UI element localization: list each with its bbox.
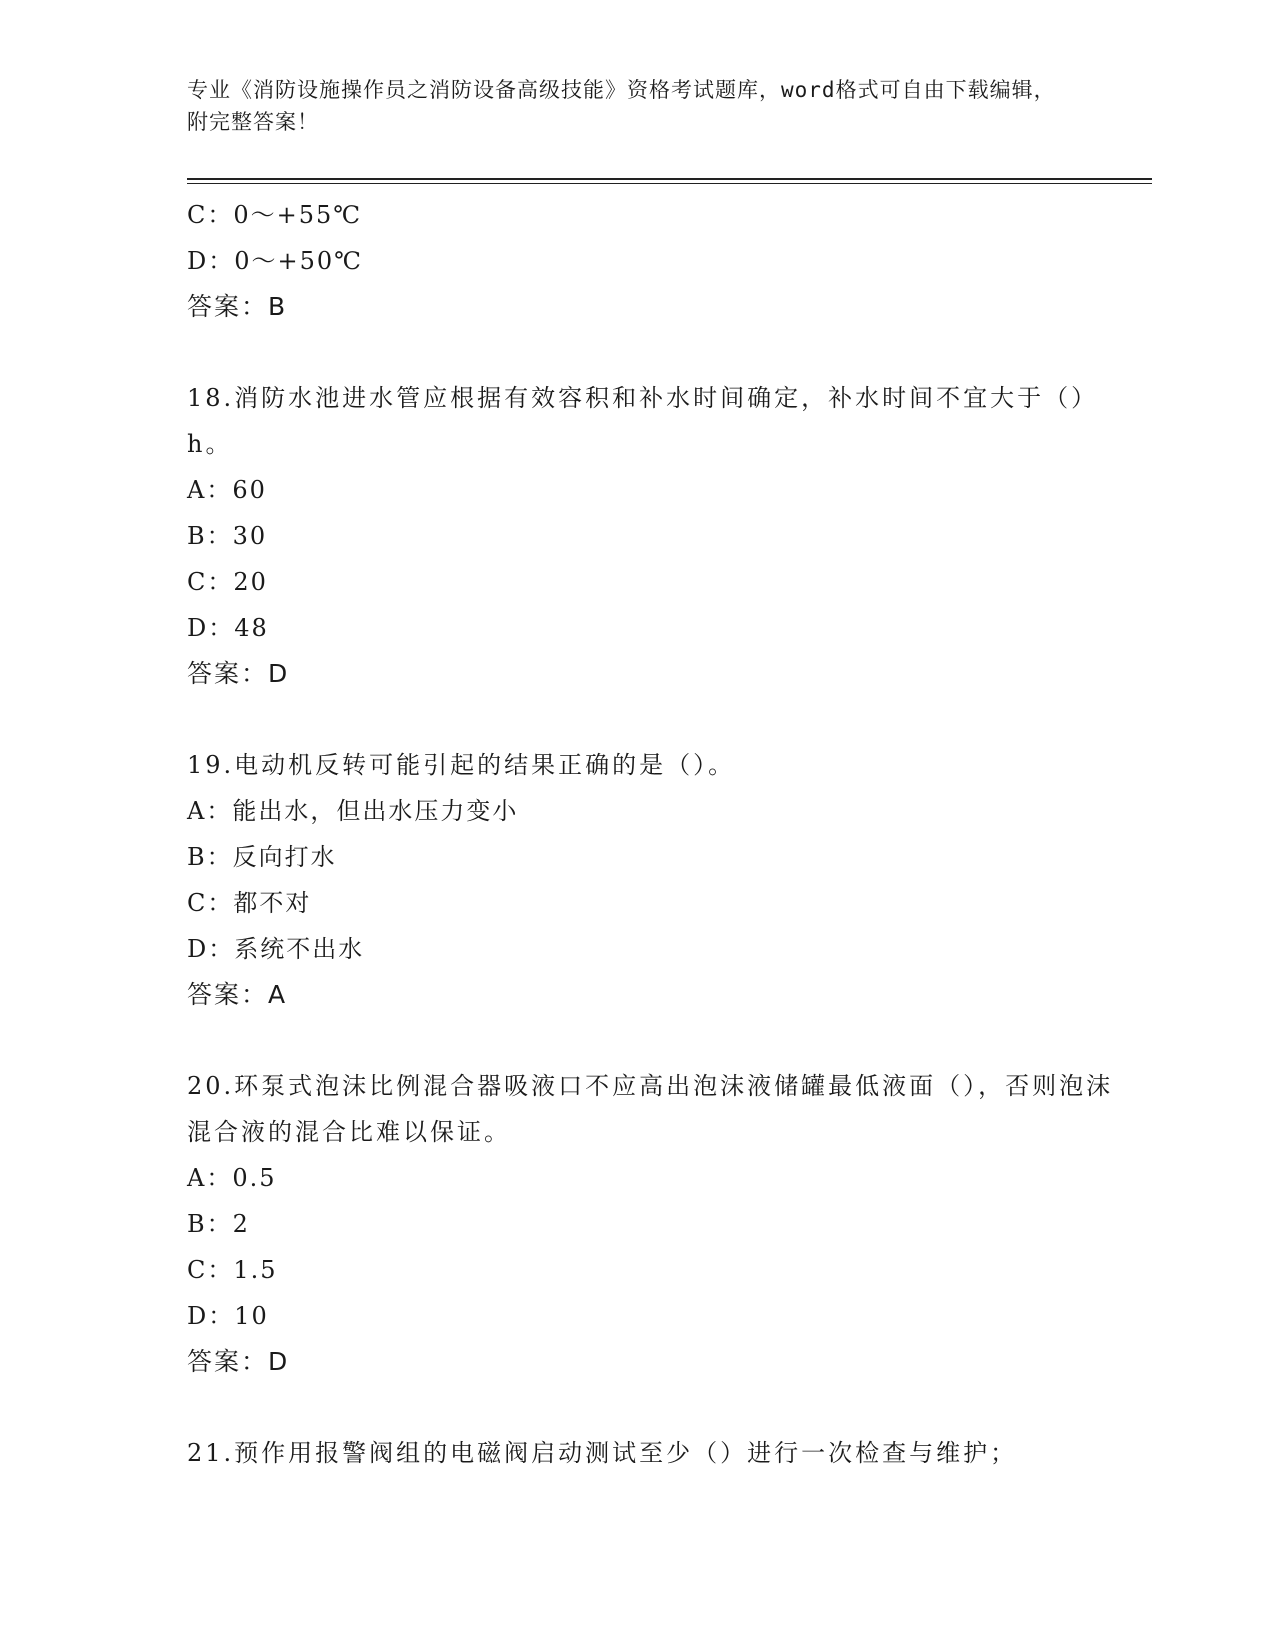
answer-line: 答案：A (187, 980, 288, 1009)
option-d: D：系统不出水 (187, 935, 365, 963)
option-d: D：0～+50℃ (187, 247, 364, 275)
previous-question-tail (187, 192, 1127, 330)
answer-line: 答案：B (187, 292, 288, 321)
document-header: 专业《消防设施操作员之消防设备高级技能》资格考试题库，word格式可自由下载编辑，附完整答案！ (187, 78, 1056, 134)
question-content (187, 192, 1127, 1476)
option-d: D：48 (187, 614, 269, 642)
answer-line: 答案：D (187, 1347, 290, 1376)
option-c: C：1.5 (187, 1256, 278, 1284)
question-stem: 19.电动机反转可能引起的结果正确的是（）。 (187, 751, 736, 779)
header-rule-thick (187, 178, 1152, 180)
header-rule-thin (187, 183, 1152, 184)
option-c: C：都不对 (187, 889, 312, 917)
answer-line: 答案：D (187, 659, 290, 688)
option-b: B：反向打水 (187, 843, 337, 871)
question-stem: 20.环泵式泡沫比例混合器吸液口不应高出泡沫液储罐最低液面（），否则泡沫混合液的混合比难以保证。 (187, 1072, 1114, 1146)
question-20 (187, 1063, 1127, 1385)
option-c: C：0～+55℃ (187, 201, 363, 229)
option-b: B：2 (187, 1210, 250, 1238)
question-stem: 18.消防水池进水管应根据有效容积和补水时间确定，补水时间不宜大于（）h。 (187, 384, 1099, 458)
option-a: A：0.5 (187, 1164, 277, 1192)
option-d: D：10 (187, 1302, 269, 1330)
question-19 (187, 742, 1127, 1018)
question-18 (187, 375, 1127, 697)
question-21 (187, 1430, 1127, 1476)
option-a: A：能出水，但出水压力变小 (187, 797, 519, 825)
option-b: B：30 (187, 522, 268, 550)
option-c: C：20 (187, 568, 268, 596)
option-a: A：60 (187, 476, 267, 504)
question-stem: 21.预作用报警阀组的电磁阀启动测试至少（）进行一次检查与维护； (187, 1439, 1018, 1467)
